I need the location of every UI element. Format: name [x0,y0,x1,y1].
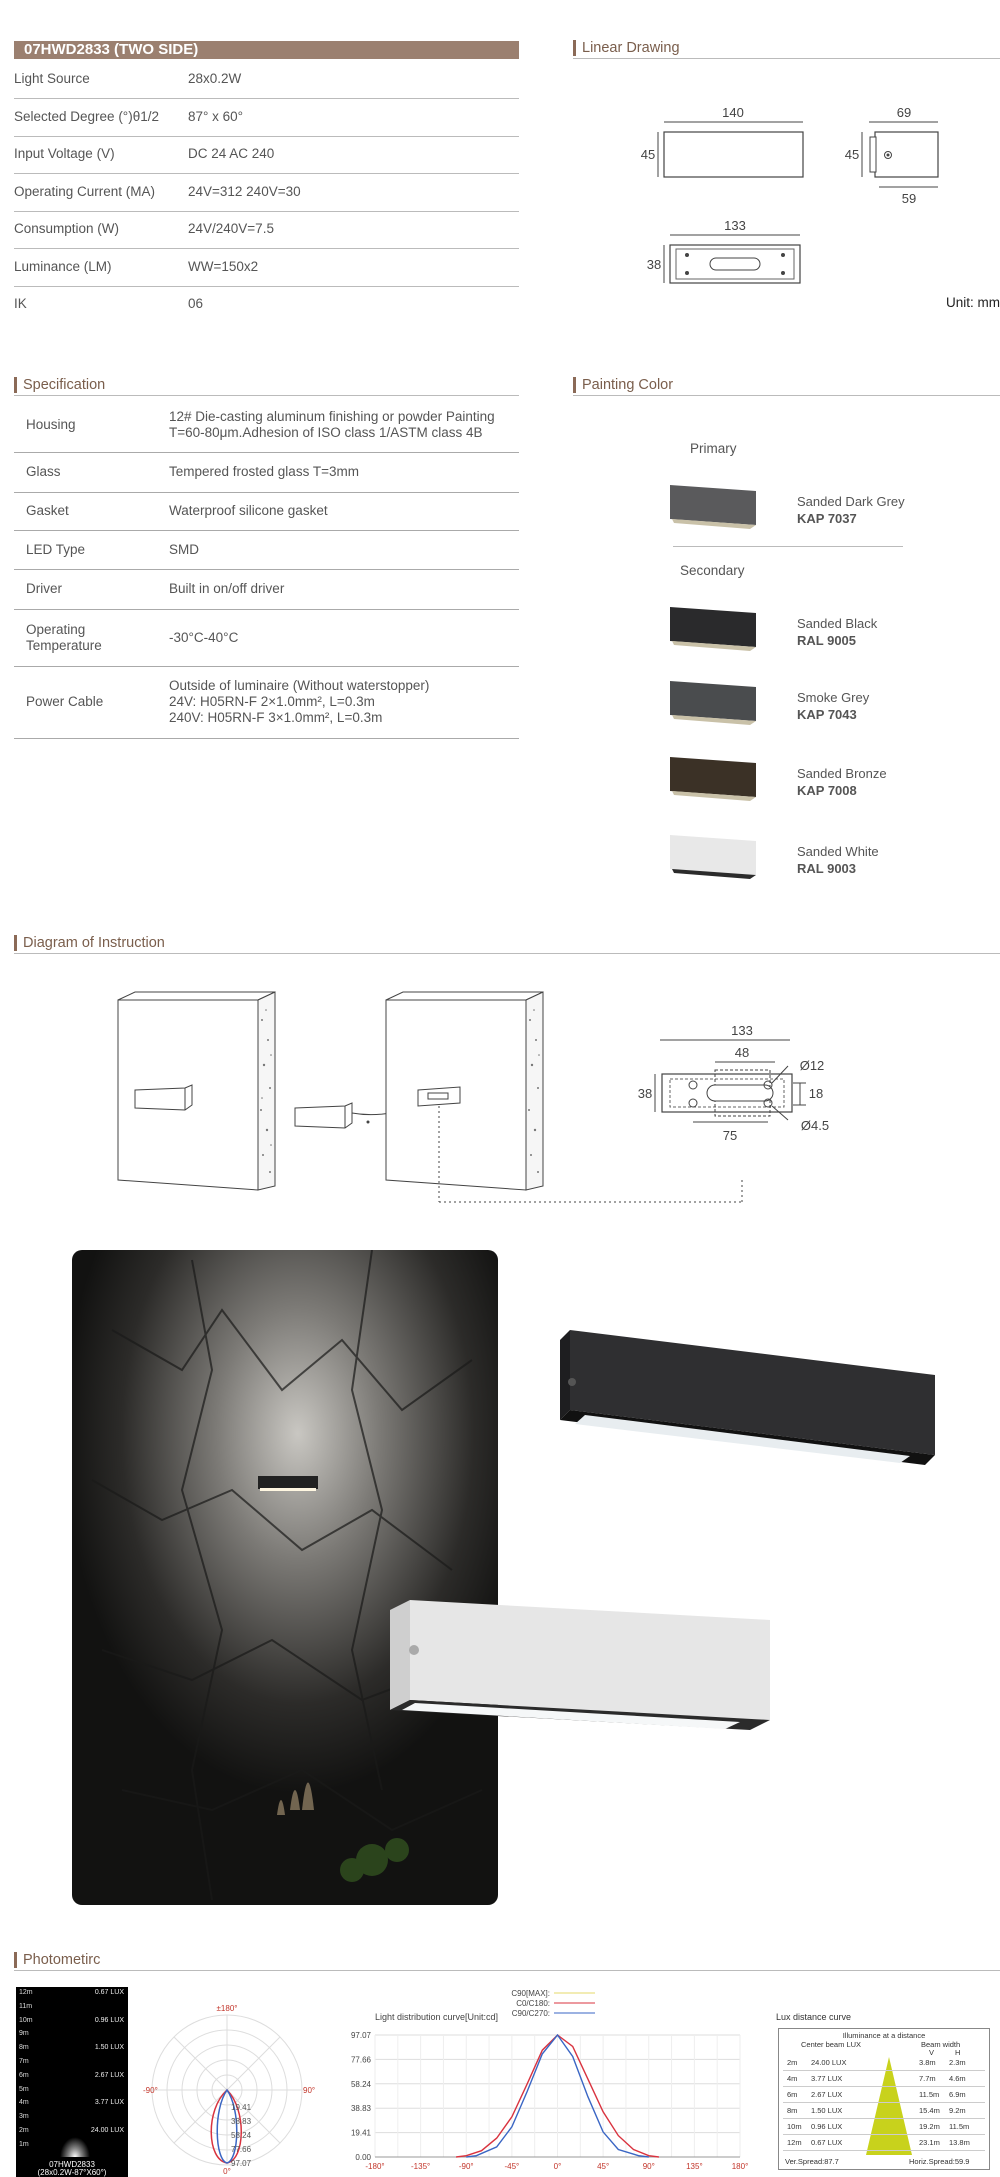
specification-label-line: Gasket [26,503,69,518]
specification-label [26,417,76,433]
spec-label: Luminance (LM) [14,259,112,274]
lux-row-distance: 12m [787,2138,802,2147]
specification-label-line: LED Type [26,542,86,557]
specification-value-line: 240V: H05RN-F 3×1.0mm², L=0.3m [169,710,383,725]
divider [14,395,519,396]
specification-row [14,569,519,610]
lux-row-divider [783,2102,985,2103]
specification-row [14,397,519,453]
specification-label [26,542,85,558]
specification-value [169,542,199,558]
lux-distance: 12m [19,1989,33,1996]
specification-row [14,666,519,739]
lux-value: 3.77 LUX [94,2099,124,2107]
lux-row-h: 13.8m [949,2138,970,2147]
color-swatch-label [797,493,905,527]
lux-distance: 2m [19,2127,29,2134]
spec-row [14,137,519,174]
lux-distance: 8m [19,2044,29,2052]
y-tick-label: 58.24 [350,2079,371,2089]
x-tick-label: 135° [686,2162,703,2171]
section-title-painting-color: Painting Color [573,377,673,393]
lux-distance: 7m [19,2058,29,2065]
polar-value: 97.07 [231,2159,252,2168]
specification-value [169,630,238,646]
dim-side-bottom: 59 [901,191,917,206]
beam-cone-icon [864,2057,914,2155]
divider [573,395,1000,396]
specification-label-line: Glass [26,464,61,479]
section-title-specification: Specification [14,377,105,393]
lux-distance: 9m [19,2030,29,2038]
polar-value: 19.41 [231,2103,252,2112]
specification-label [26,464,61,480]
x-tick-label: 45° [597,2162,610,2171]
x-tick-label: -90° [458,2162,474,2171]
lux-table-col-beam: Beam width [921,2040,961,2049]
color-code: RAL 9003 [797,861,857,876]
lux-model-spec: (28x0.2W-87°X60°) [37,2168,107,2177]
x-tick-label: 90° [642,2162,655,2171]
lux-table-col-h: H [955,2048,961,2057]
spec-label: Light Source [14,71,90,86]
spec-value: 87° x 60° [188,109,244,124]
specification-label [26,694,103,710]
x-tick-label: 0° [553,2162,562,2171]
color-swatch [668,483,760,533]
spec-value: DC 24 AC 240 [188,146,275,161]
color-name: Sanded White [797,844,879,859]
specification-row [14,609,519,667]
dim-hole-small: Ø4.5 [800,1118,830,1133]
dim-back-height: 38 [646,257,662,272]
polar-label-right: 90° [303,2086,316,2095]
lux-table-title: Lux distance curve [776,2012,852,2022]
lux-value: 2.67 LUX [94,2071,124,2079]
spec-label: Operating Current (MA) [14,184,156,199]
spec-label: Consumption (W) [14,221,120,236]
lux-value: 0.67 LUX [94,1989,124,1996]
lux-row-distance: 6m [787,2090,798,2099]
y-tick-label: 0.00 [355,2153,371,2162]
lux-value: 0.96 LUX [94,2016,124,2024]
lux-row-v: 23.1m [919,2138,940,2147]
specification-value-line: Built in on/off driver [169,581,285,596]
x-tick-label: -135° [411,2162,431,2171]
spec-row [14,250,519,287]
lux-row-h: 2.3m [949,2058,966,2067]
product-title: 07HWD2833 (TWO SIDE) [14,41,519,59]
lux-distance: 10m [19,2016,33,2024]
specification-value-line: -30°C-40°C [169,630,239,645]
specification-row [14,452,519,493]
lux-row-divider [783,2134,985,2135]
lux-distance: 4m [19,2099,29,2107]
lux-value: 1.50 LUX [94,2044,124,2052]
lux-row-value: 2.67 LUX [811,2090,843,2099]
color-name: Sanded Bronze [797,766,887,781]
y-tick-label: 77.66 [350,2055,371,2065]
product-photos [380,1320,950,1750]
lux-row-divider [783,2086,985,2087]
specification-value-line: Outside of luminaire (Without waterstopper) [169,678,430,693]
section-title-photometric: Photometirc [14,1952,100,1968]
lux-distance: 11m [19,2002,33,2010]
unit-label: Unit: mm [946,295,1000,310]
lux-row-v: 7.7m [919,2074,936,2083]
primary-label: Primary [690,441,737,456]
spec-value: WW=150x2 [188,259,259,274]
dim-back-width: 133 [724,218,746,233]
spec-label: Input Voltage (V) [14,146,115,161]
lux-row-h: 9.2m [949,2106,966,2115]
lux-row-divider [783,2070,985,2071]
lux-row-value: 0.67 LUX [811,2138,843,2147]
specification-value [169,678,429,726]
color-swatch [668,679,760,729]
color-name: Sanded Dark Grey [797,494,905,509]
dim-front-width: 140 [722,105,744,120]
x-tick-label: -180° [365,2162,385,2171]
color-swatch [668,605,760,655]
specification-label-line: Operating [26,622,86,637]
linear-drawing [620,95,1000,310]
color-swatch [668,755,760,805]
spec-label: Selected Degree (°)θ1/2 [14,109,159,124]
ver-spread: Ver.Spread:87.7 [785,2157,839,2166]
color-code: KAP 7043 [797,707,857,722]
specification-value [169,503,328,519]
section-title-diagram: Diagram of Instruction [14,935,165,951]
color-name: Smoke Grey [797,690,870,705]
lux-row-value: 1.50 LUX [811,2106,843,2115]
chart-title: Light distribution curve[Unit:cd] [375,2012,499,2022]
polar-label-top: ±180° [216,2004,238,2013]
polar-diagram [135,2000,320,2176]
x-tick-label: -45° [504,2162,520,2171]
dim-bracket-width: 133 [731,1023,753,1038]
lux-row-distance: 4m [787,2074,798,2083]
color-swatch-label [797,843,879,877]
specification-value [169,581,284,597]
installation-diagram [110,990,910,1210]
spec-value: 24V/240V=7.5 [188,221,274,236]
spec-value: 06 [188,296,204,311]
lux-distance: 5m [19,2085,29,2093]
lux-row-distance: 2m [787,2058,798,2067]
dim-hole-spacing-h: 75 [722,1128,738,1143]
lux-row-value: 24.00 LUX [811,2058,847,2067]
lux-panel [16,1987,128,2177]
y-tick-label: 19.41 [350,2128,371,2138]
polar-value: 58.24 [231,2131,252,2140]
lux-model: 07HWD2833 [49,2160,95,2169]
lux-row-h: 6.9m [949,2090,966,2099]
lux-row-v: 15.4m [919,2106,940,2115]
spec-label: IK [14,296,27,311]
specification-row [14,530,519,570]
specification-value-line: Waterproof silicone gasket [169,503,328,518]
divider [14,953,1000,954]
lux-table-col-center: Center beam LUX [801,2040,862,2049]
lux-value: 24.00 LUX [90,2127,124,2134]
specification-label [26,503,69,519]
divider [573,58,1000,59]
specification-value [169,409,495,441]
specification-label-line: Temperature [26,638,102,653]
specification-label-line: Driver [26,581,62,596]
dim-bracket-inner: 48 [734,1045,750,1060]
color-code: KAP 7008 [797,783,857,798]
lux-row-divider [783,2150,985,2151]
lux-distance: 1m [19,2140,29,2148]
lux-row-h: 4.6m [949,2074,966,2083]
lux-row-h: 11.5m [949,2122,970,2131]
lux-row-v: 19.2m [919,2122,940,2131]
lux-row-divider [783,2118,985,2119]
legend-label: C90[MAX]: [511,1989,550,1998]
lux-row-value: 3.77 LUX [811,2074,843,2083]
lux-row-distance: 10m [787,2122,802,2131]
specification-value-line: 24V: H05RN-F 2×1.0mm², L=0.3m [169,694,375,709]
legend-label: C90/C270: [511,2009,550,2018]
section-title-linear-drawing: Linear Drawing [573,40,680,56]
dim-side-depth: 69 [896,105,912,120]
specification-value-line: Tempered frosted glass T=3mm [169,464,359,479]
color-swatch [668,833,760,883]
color-swatch-label [797,615,877,649]
polar-label-left: -90° [143,2086,158,2095]
color-name: Sanded Black [797,616,878,631]
spec-value: 28x0.2W [188,71,242,86]
spec-row [14,212,519,249]
dim-side-height: 45 [844,147,860,162]
specification-value-line: T=60-80μm.Adhesion of ISO class 1/ASTM class 4B [169,425,483,440]
specification-label-line: Power Cable [26,694,104,709]
specification-label-line: Housing [26,417,76,432]
dim-hole-big: Ø12 [799,1058,825,1073]
hor-spread: Horiz.Spread:59.9 [909,2157,970,2166]
dim-front-height: 45 [640,147,656,162]
specification-label [26,581,62,597]
specification-value [169,464,359,480]
lux-table-col-v: V [929,2048,935,2057]
specification-value-line: 12# Die-casting aluminum finishing or powder Painting [169,409,495,424]
dim-hole-spacing-v: 18 [808,1086,824,1101]
color-swatch-label [797,689,869,723]
specification-value-line: SMD [169,542,199,557]
polar-label-bottom: 0° [223,2167,231,2176]
specification-label [26,622,102,654]
color-swatch-label [797,765,887,799]
spec-row [14,287,519,323]
dim-bracket-height: 38 [637,1086,653,1101]
lux-table-heading: Illuminance at a distance [842,2031,926,2040]
color-code: RAL 9005 [797,633,857,648]
divider [673,546,903,547]
spec-row [14,175,519,212]
specification-row [14,492,519,531]
lux-distance: 6m [19,2071,29,2079]
divider [14,1970,1000,1971]
polar-value: 77.66 [231,2145,252,2154]
lux-distance: 3m [19,2113,29,2121]
y-tick-label: 38.83 [350,2104,371,2114]
lux-table [778,2028,990,2170]
color-code: KAP 7037 [797,511,857,526]
polar-value: 38.83 [231,2117,252,2126]
spec-row [14,100,519,137]
lux-row-v: 3.8m [919,2058,936,2067]
spec-value: 24V=312 240V=30 [188,184,301,199]
lux-row-distance: 8m [787,2106,798,2115]
legend-label: C0/C180: [516,1999,550,2008]
spec-row [14,62,519,99]
lux-row-value: 0.96 LUX [811,2122,843,2131]
x-tick-label: 180° [731,2162,749,2171]
secondary-label: Secondary [680,563,745,578]
light-distribution-chart [330,1985,760,2175]
lux-row-v: 11.5m [919,2090,940,2099]
y-tick-label: 97.07 [350,2031,371,2040]
